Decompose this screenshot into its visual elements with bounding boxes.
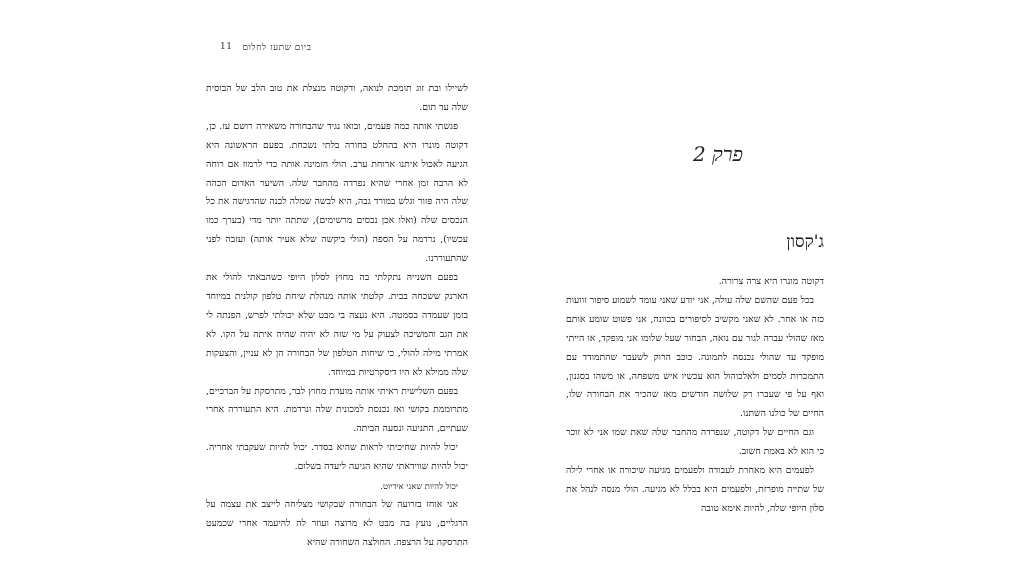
paragraph: לשיילו ובת זוג תומכת לנואה, ודקוטה מנצלת את טוב הלב של הבוסית שלה עד תום. [206, 83, 468, 113]
left-page-body [206, 80, 468, 553]
paragraph: דקוטה מונרו היא צרה צרורה. [718, 276, 824, 287]
paragraph: לפעמים היא מאחרת לעבודה ולפעמים מגיעה שיכורה או אחרי לילה של שתייה מופרזת, ולפעמים היא בכלל לא מגיעה. הולי מנסה לנהל את סלון היופי שלה, להיות אימא טובה [566, 465, 824, 514]
running-title: ביום שתעז לחלום [242, 43, 312, 53]
paragraph: וגם החיים של דקוטה, שנפרדה מהחבר שלה שאת שמו אני לא זוכר כי הוא לא באמת חשוב. [566, 427, 824, 458]
left-page [206, 0, 468, 576]
paragraph: בכל פעם שהשם שלה עולה, אני יודע שאני עומד לשמוע סיפור זוועות כזה או אחר. לא שאני מקשיב לסיפורים בכוונה, אני פשוט שומע אותם מאז שהולי עברה לגור עם נואה, הבחור שעל שלומו אני מופקד, או הייתי מופקד עד שהולי נכנסה לתמונה. כוכב הרוק לשעבר שהתמודד עם התמכרות לסמים ולאלכוהול הוא עכשיו איש משפחה, או משהו בסגנון, ואף על פי שעברו רק שלושה חודשים מאז שהכיר את הבחורה שלו, החיים של כולנו השתנו. [566, 294, 824, 420]
right-page-body [566, 273, 824, 519]
paragraph: אני אוחז בזרועה של הבחורה שבקושי מצליחה לייצב את עצמה על הרגליים, נועץ בה מבט לא מרוצה ועוזר לה להיעמד אחרי שכמעט התרסקה על הרצפה. החולצה השחורה שהיא [206, 498, 468, 548]
paragraph: בפעם השלישית ראיתי אותה מועדת מחוץ לבר, מתרסקת על הברכיים, מתרוממת בקושי ואז נכנסת למכונית שלה ונרדמת. היא התעוררה אחרי שעתיים, התניעה ונסעה הביתה. [206, 385, 468, 435]
paragraph: יכול להיות שאני אידיוט. [380, 481, 458, 492]
paragraph: פגשתי אותה כמה פעמים, ובואו נגיד שהבחורה משאירה רושם עז. כן, דקוטה מונרו היא בהחלט בחורה בלתי נשכחת. בפעם הראשונה היא הגיעה לאכול איתנו ארוחת ערב. הולי הזמינה אותה כדי לרמוז אם רוחה לא הרבה זמן אחרי שהיא נפרדה מהחבר שלה. השיער האדום הכהה שלה היה פזור וגלש במורד גבה, היא לבשה שמלה לבנה שהדגישה את כל הנכסים שלה (ואלו אכן נכסים מרשימים), שתתה יותר מדי (בערך כמו עכשיו), נרדמה על הספה (הולי ביקשה שלא אעיר אותה) ועזבה לפני שהתעוררנו. [206, 120, 468, 265]
running-head [220, 42, 311, 53]
chapter-label: פרק 2 [692, 142, 744, 166]
right-page [566, 0, 824, 576]
chapter-name: ג'קסון [786, 232, 824, 252]
paragraph: יכול להיות שחיכיתי לראות שהיא בסדר. יכול להיות שעקבתי אחריה. יכול להיות שווידאתי שהיא הגיעה ליעדה בשלום. [206, 442, 468, 473]
paragraph: בפעם השנייה נתקלתי בה מחוץ לסלון היופי כשהבאתי להולי את הארנק ששכחה בבית. קלטתי אותה מנהלת שיחת טלפון קולנית במיוחד בזמן שעמדה בסמטה. היא נעצה בי מבט שלא יכולתי לפרש, הפנתה לי את הגב והמשיכה לצעוק על מי שזה לא יהיה שהיה איתה על הקו. לא אמרתי מילה להולי, כי שיחות הטלפון של הבחורה הן לא עניין, והצעקות שלה ממילא לא היו דיסקרטיות במיוחד. [206, 272, 468, 378]
page-number: 11 [220, 42, 233, 52]
